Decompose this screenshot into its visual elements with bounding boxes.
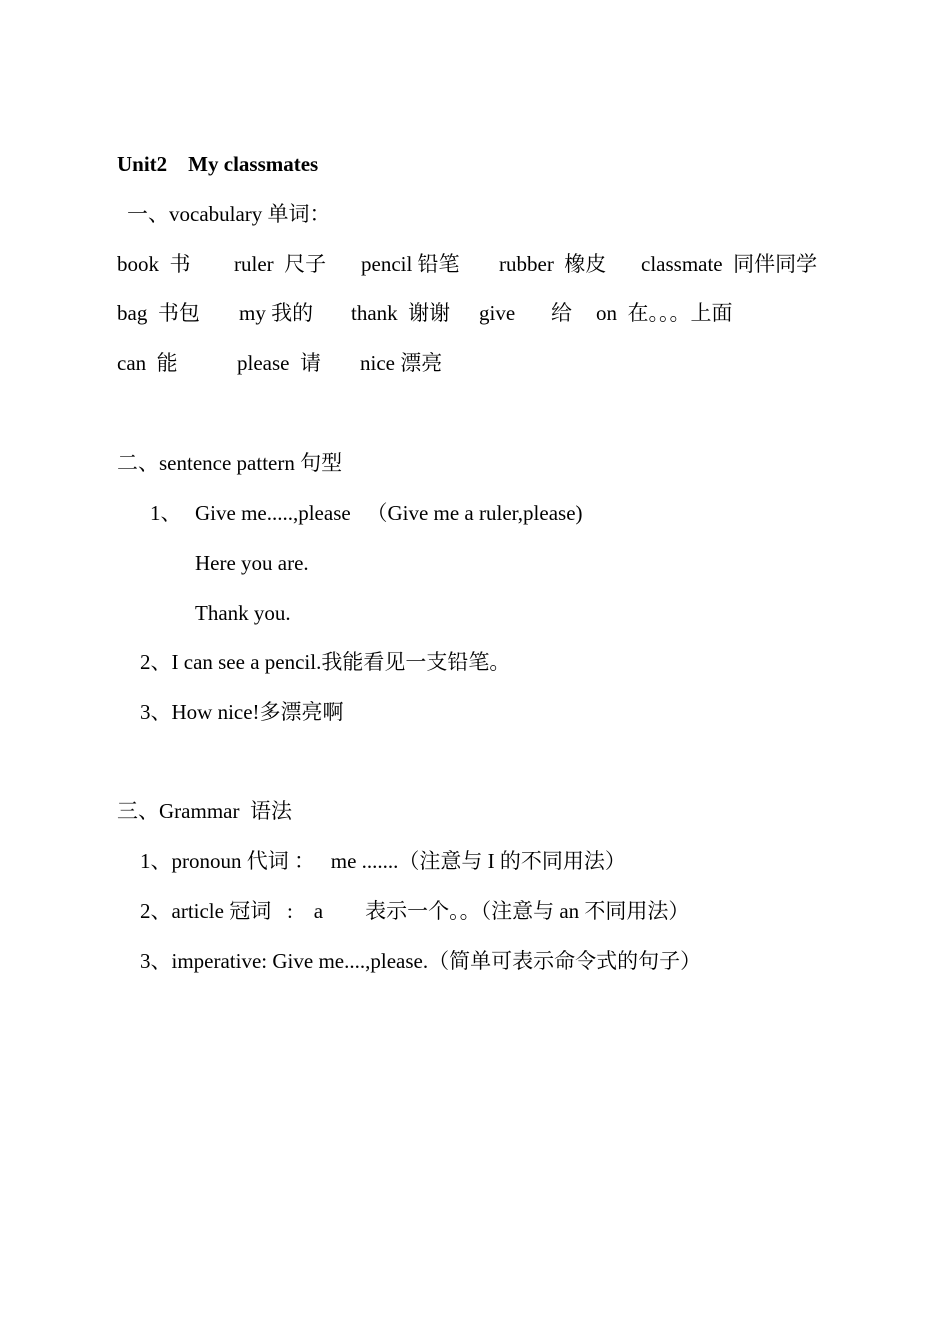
vocab-item: bag 书包 [117,301,200,325]
vocab-item: classmate 同伴同学 [641,252,818,276]
vocab-item: my 我的 [239,301,314,325]
grammar-item-2: 2、article 冠词 : a 表示一个。。（注意与 an 不同用法） [140,899,690,923]
vocab-item: on 在。。。上面 [596,301,733,325]
grammar-item-1: 1、pronoun 代词 ： me .......（注意与 I 的不同用法） [140,849,626,873]
vocab-item: 给 [551,301,572,325]
grammar-heading: 三、Grammar 语法 [117,799,292,823]
vocab-heading: 一、vocabulary 单词： [127,202,331,226]
vocab-item: nice 漂亮 [360,351,443,375]
sentence-1-reply: Here you are. [195,551,309,575]
vocab-item: rubber 橡皮 [499,252,607,276]
vocab-item: thank 谢谢 [351,301,451,325]
vocab-item: pencil 铅笔 [361,252,460,276]
sentence-heading: 二、sentence pattern 句型 [117,451,343,475]
sentence-2: 2、I can see a pencil.我能看见一支铅笔。 [140,650,511,674]
vocab-item: book 书 [117,252,191,276]
sentence-1-text: Give me.....,please （Give me a ruler,please) [195,501,583,525]
vocab-item: give [479,301,516,325]
vocab-item: please 请 [237,351,321,375]
sentence-1-thanks: Thank you. [195,601,291,625]
sentence-3: 3、How nice!多漂亮啊 [140,700,344,724]
vocab-item: ruler 尺子 [234,252,327,276]
vocab-item: can 能 [117,351,178,375]
page-title: Unit2 My classmates [117,152,319,176]
sentence-1-number: 1、 [150,501,182,525]
grammar-item-3: 3、imperative: Give me....,please.（简单可表示命令式的句子） [140,949,702,973]
